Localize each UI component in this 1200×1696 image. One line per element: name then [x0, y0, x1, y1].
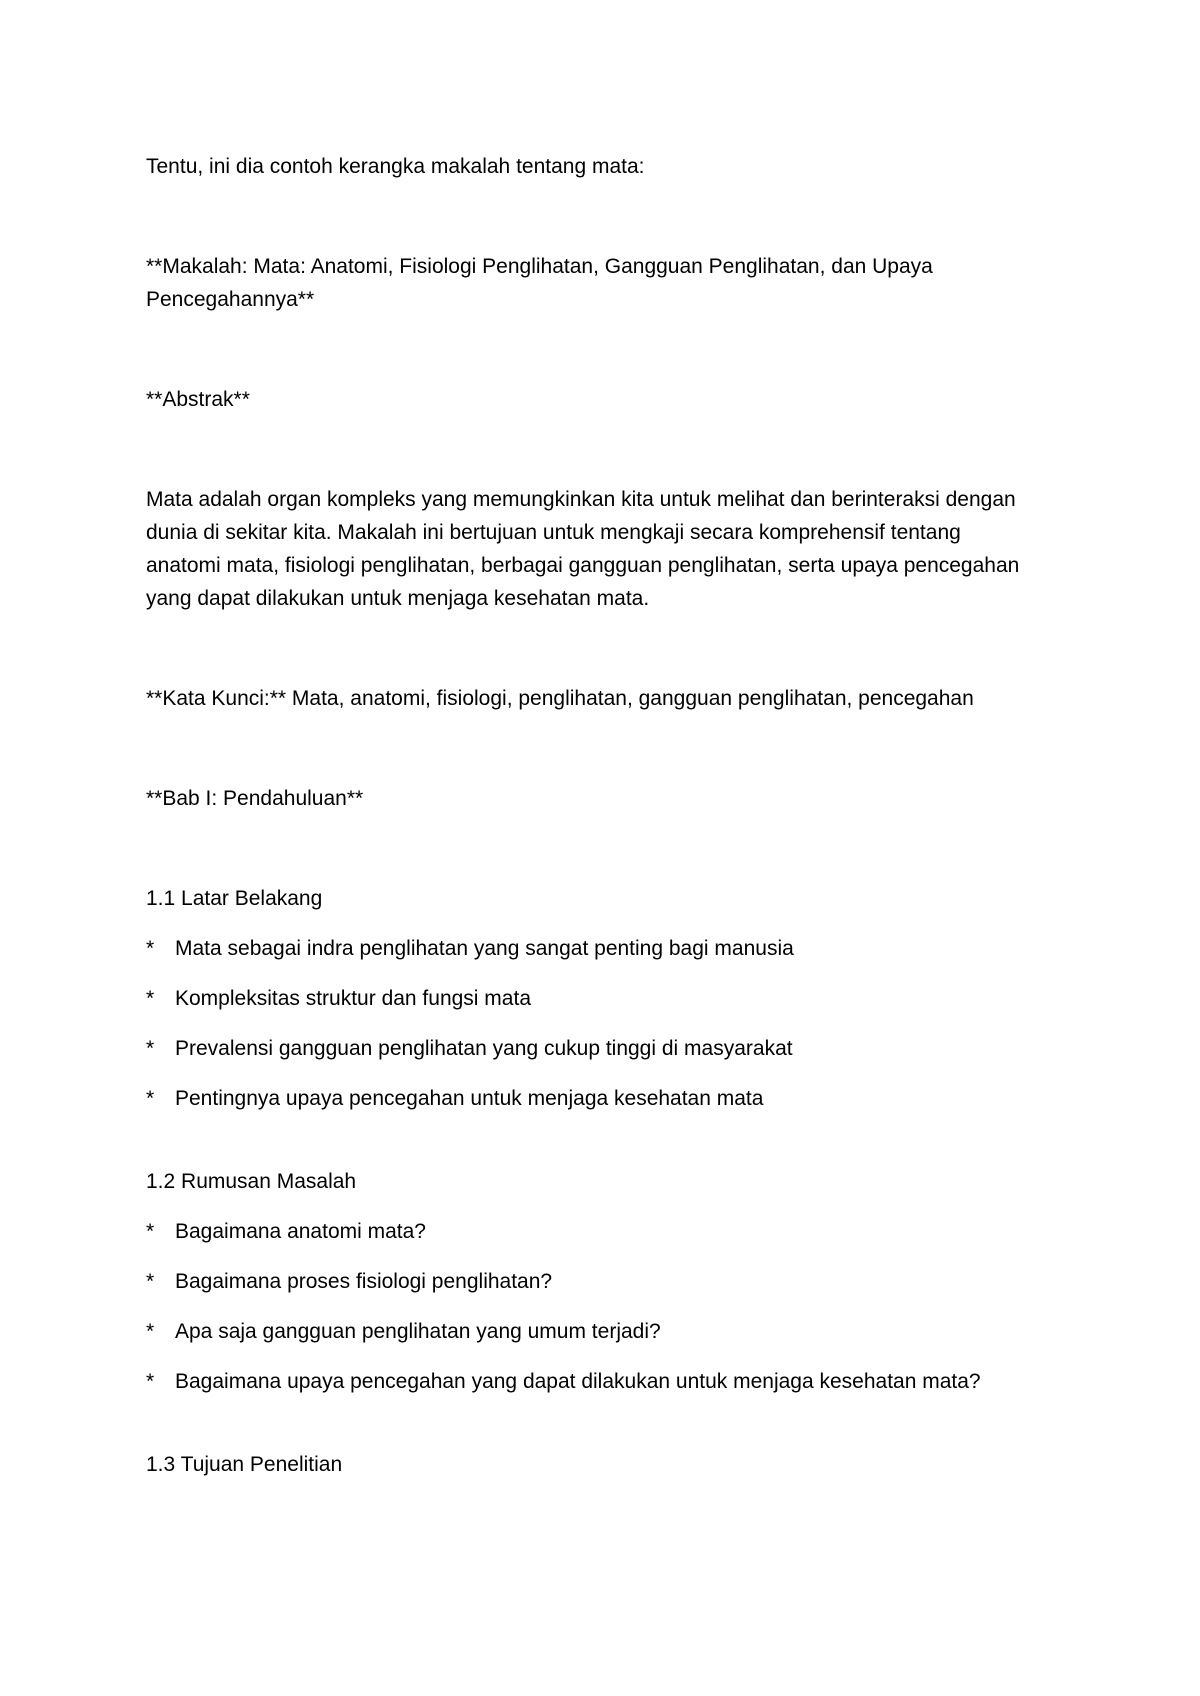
bullet-marker: * [146, 1320, 155, 1343]
list-item [146, 1315, 1046, 1348]
bullet-marker: * [146, 1370, 155, 1393]
bullet-marker: * [146, 1087, 155, 1110]
bullet-marker: * [146, 937, 155, 960]
list-item [146, 932, 1046, 965]
document-body [146, 150, 1046, 1498]
list-item [146, 1365, 1046, 1398]
list-item [146, 982, 1046, 1015]
list-item-text: Mata sebagai indra penglihatan yang sangat penting bagi manusia [175, 937, 794, 960]
section-heading-1-1: 1.1 Latar Belakang [146, 887, 323, 910]
keywords: **Kata Kunci:** Mata, anatomi, fisiologi, penglihatan, gangguan penglihatan, pencegahan [146, 687, 974, 710]
list-item-text: Kompleksitas struktur dan fungsi mata [175, 987, 531, 1010]
abstract-heading: **Abstrak** [146, 388, 250, 411]
bullet-marker: * [146, 1270, 155, 1293]
chapter-heading: **Bab I: Pendahuluan** [146, 787, 364, 810]
list-item-text: Prevalensi gangguan penglihatan yang cukup tinggi di masyarakat [175, 1037, 793, 1060]
list-item [146, 1215, 1046, 1248]
list-item [146, 1082, 1046, 1115]
list-item-text: Pentingnya upaya pencegahan untuk menjaga kesehatan mata [175, 1087, 764, 1110]
section-heading-1-2: 1.2 Rumusan Masalah [146, 1170, 357, 1193]
list-item-text: Apa saja gangguan penglihatan yang umum terjadi? [175, 1320, 661, 1343]
list-item-text: Bagaimana proses fisiologi penglihatan? [175, 1270, 553, 1293]
abstract-text: Mata adalah organ kompleks yang memungkinkan kita untuk melihat dan berinteraksi dengan dunia di sekitar kita. Makalah ini bertujuan untuk mengkaji secara komprehensif tentang anatomi mata, fisiologi penglihatan, berbagai gangguan penglihatan, serta upaya pencegahan yang dapat dilakukan untuk menjaga kesehatan mata. [146, 488, 1026, 610]
bullet-marker: * [146, 1220, 155, 1243]
bullet-marker: * [146, 1037, 155, 1060]
list-item-text: Bagaimana upaya pencegahan yang dapat dilakukan untuk menjaga kesehatan mata? [175, 1370, 981, 1393]
bullet-marker: * [146, 987, 155, 1010]
list-item-text: Bagaimana anatomi mata? [175, 1220, 426, 1243]
section-heading-1-3: 1.3 Tujuan Penelitian [146, 1453, 343, 1476]
intro-text: Tentu, ini dia contoh kerangka makalah tentang mata: [146, 155, 645, 178]
list-item [146, 1032, 1046, 1065]
list-item [146, 1265, 1046, 1298]
paper-title: **Makalah: Mata: Anatomi, Fisiologi Penglihatan, Gangguan Penglihatan, dan Upaya Pencegahannya** [146, 255, 939, 311]
